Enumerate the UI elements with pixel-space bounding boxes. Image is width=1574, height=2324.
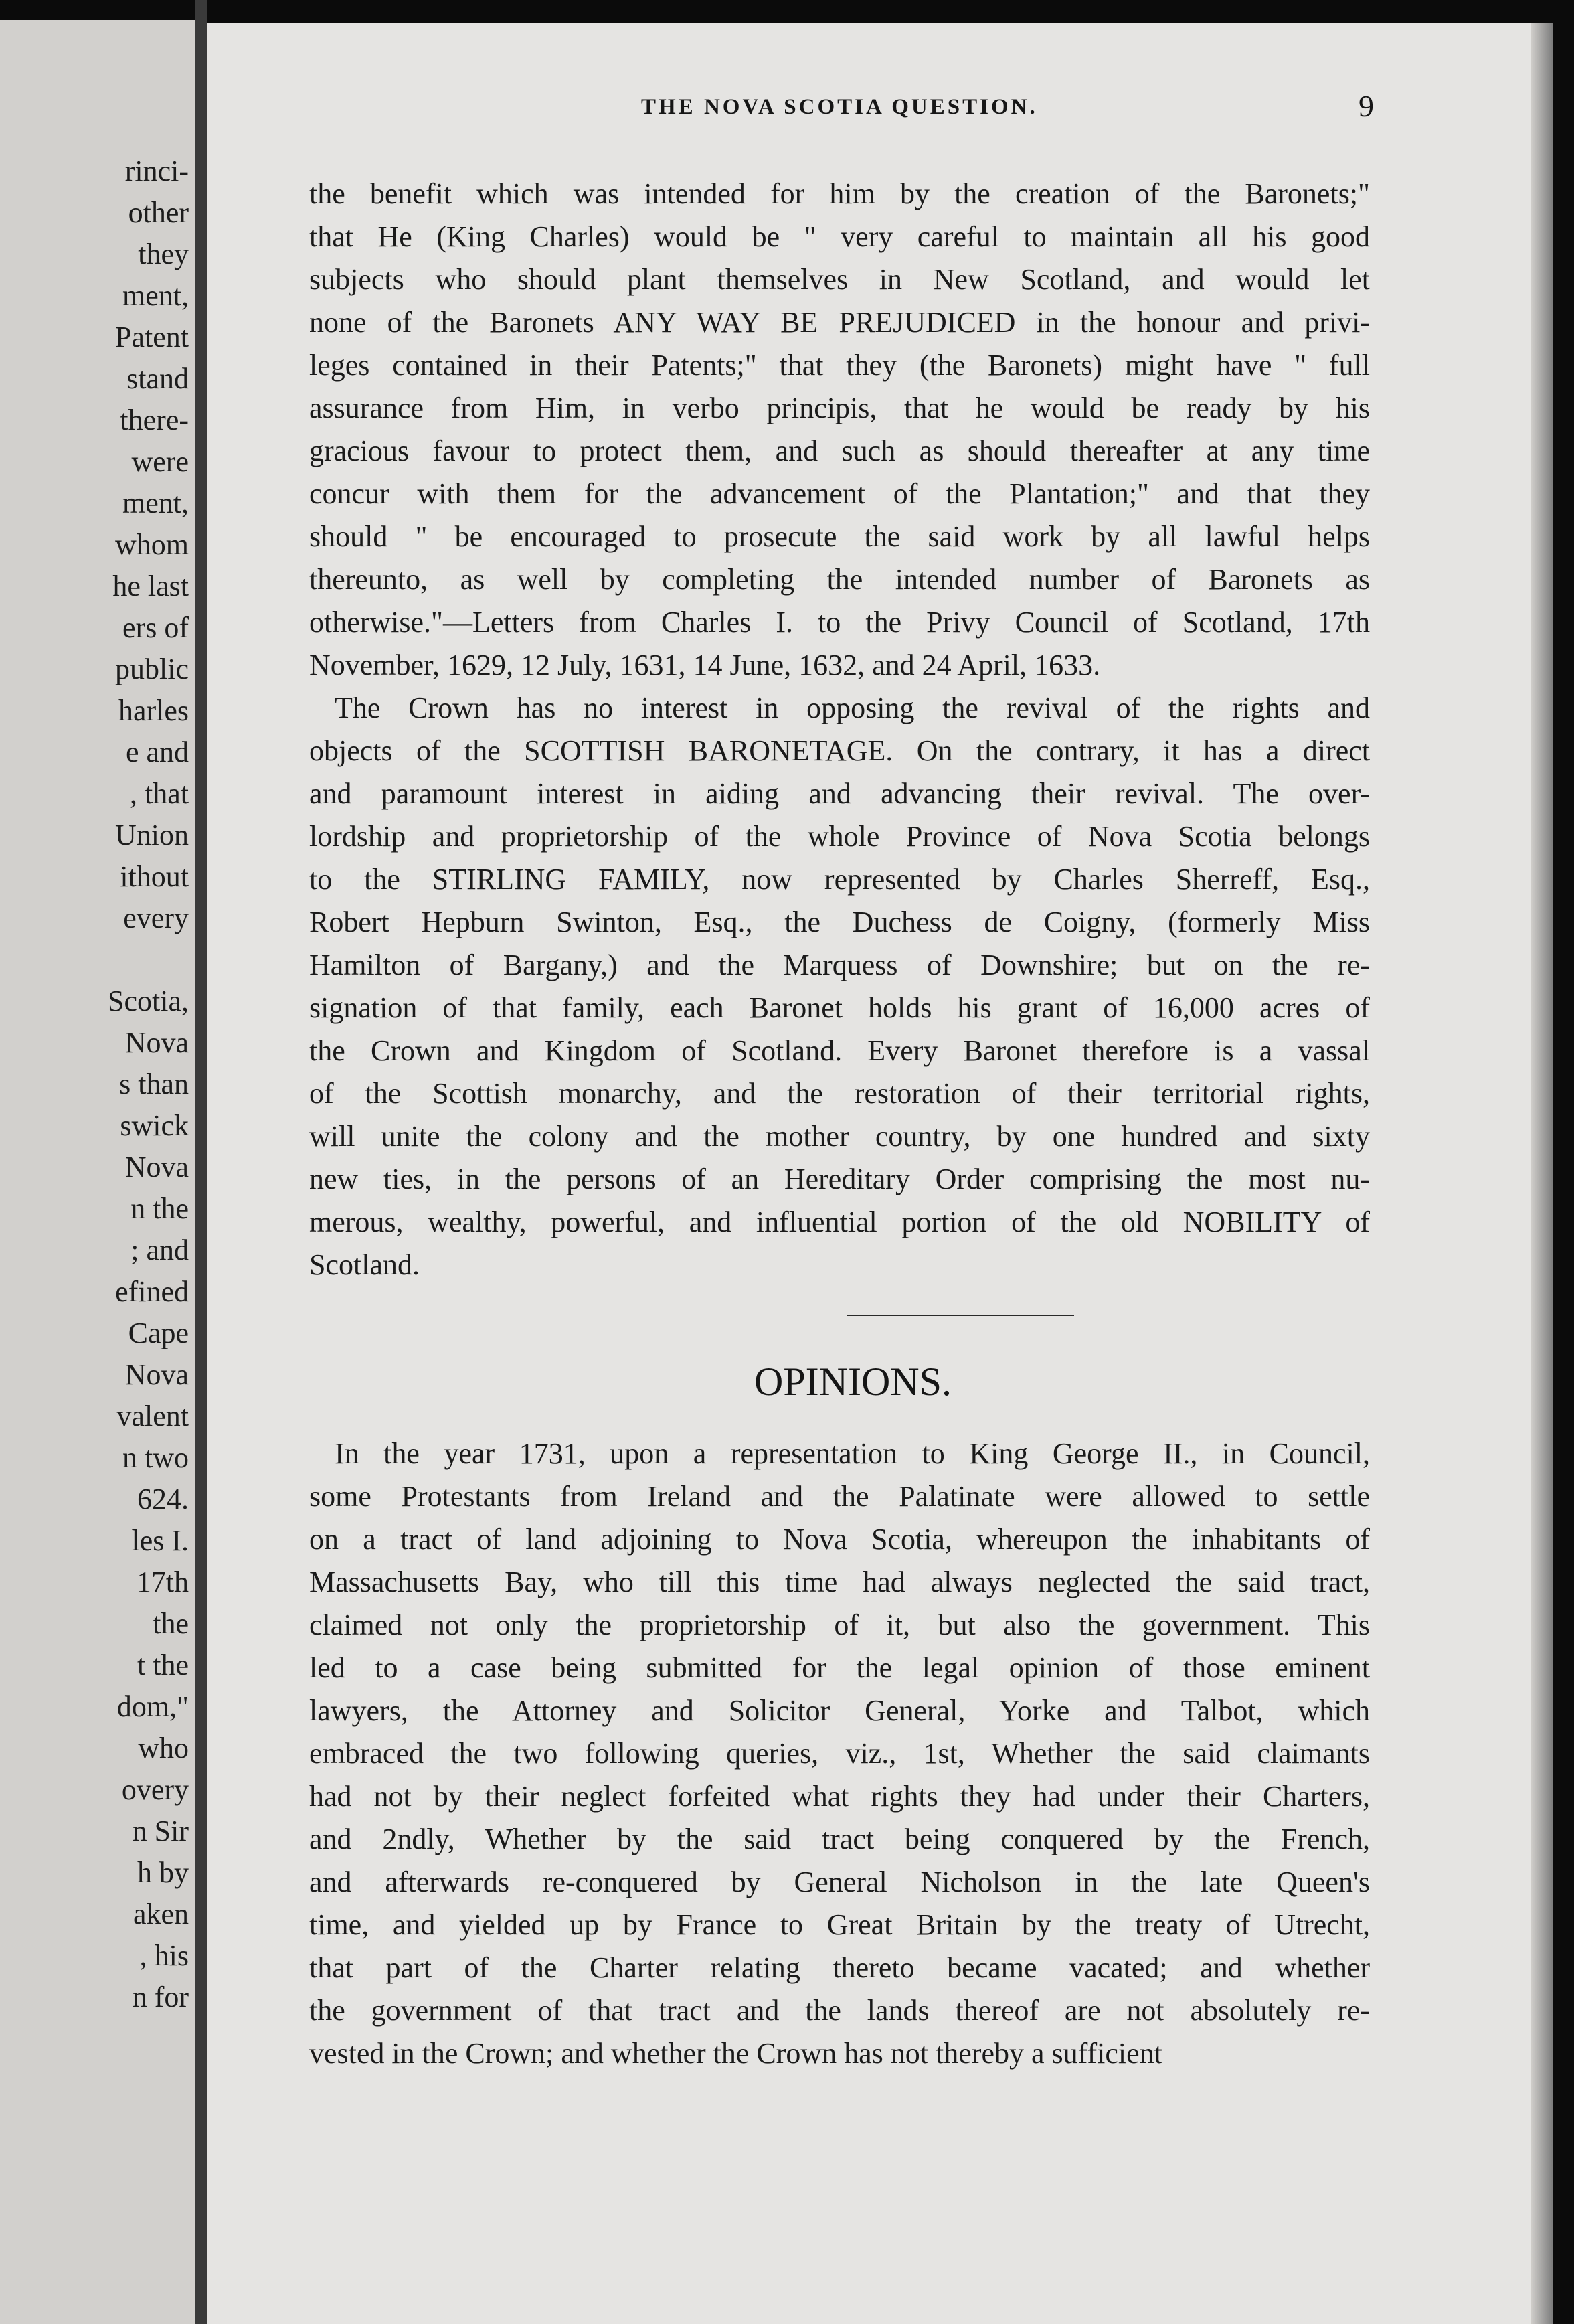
left-page-fragment: 624. [137, 1483, 189, 1515]
text-line: none of the Baronets ANY WAY BE PREJUDICED in the honour and privi- [309, 306, 1370, 339]
crown-paragraph [309, 687, 1370, 1286]
text-line: lordship and proprietorship of the whole Province of Nova Scotia belongs [309, 820, 1370, 853]
text-line: some Protestants from Ireland and the Palatinate were allowed to settle [309, 1480, 1370, 1513]
text-line: merous, wealthy, powerful, and influential portion of the old NOBILITY of [309, 1206, 1370, 1238]
left-page-fragment: other [128, 196, 189, 229]
text-line: time, and yielded up by France to Great Britain by the treaty of Utrecht, [309, 1908, 1370, 1941]
left-page-fragment: n two [122, 1441, 189, 1474]
left-page-fragment: every [123, 902, 189, 934]
left-page-fragment: were [131, 445, 189, 478]
text-line: and 2ndly, Whether by the said tract being conquered by the French, [309, 1823, 1370, 1855]
text-line: and afterwards re-conquered by General Nicholson in the late Queen's [309, 1865, 1370, 1898]
left-page-fragment: harles [118, 694, 189, 727]
text-line: subjects who should plant themselves in New Scotland, and would let [309, 263, 1370, 296]
left-page-fragment: ment, [122, 487, 189, 519]
text-line: Massachusetts Bay, who till this time had always neglected the said tract, [309, 1566, 1370, 1598]
left-page-fragment: there- [120, 404, 189, 436]
left-page-fragment: efined [115, 1275, 189, 1308]
left-page-fragment: the [153, 1607, 189, 1640]
text-line: The Crown has no interest in opposing the revival of the rights and [335, 691, 1370, 724]
left-page-fragment: , that [130, 777, 189, 810]
left-page-fragment: ers of [122, 611, 189, 644]
text-line: thereunto, as well by completing the intended number of Baronets as [309, 563, 1370, 596]
left-page-fragment: he last [112, 570, 189, 602]
text-line: signation of that family, each Baronet holds his grant of 16,000 acres of [309, 991, 1370, 1024]
text-line: vested in the Crown; and whether the Crown has not thereby a sufficient [309, 2037, 1162, 2070]
left-page-fragment: whom [115, 528, 189, 561]
left-page-fragment: e and [125, 736, 189, 768]
text-line: to the STIRLING FAMILY, now represented by Charles Sherreff, Esq., [309, 863, 1370, 896]
left-page-fragment: Cape [128, 1317, 189, 1349]
text-line: claimed not only the proprietorship of it, but also the government. This [309, 1608, 1370, 1641]
left-page-fragment: les I. [131, 1524, 189, 1557]
page-edge-shadow [1531, 23, 1553, 2324]
text-line: of the Scottish monarchy, and the restoration of their territorial rights, [309, 1077, 1370, 1110]
left-page-fragment: ; and [130, 1234, 189, 1266]
left-page-fragment: n the [130, 1192, 189, 1225]
text-line: the government of that tract and the lands thereof are not absolutely re- [309, 1994, 1370, 2027]
left-page-fragment: Union [115, 819, 189, 851]
text-line: In the year 1731, upon a representation to King George II., in Council, [335, 1437, 1370, 1470]
text-line: gracious favour to protect them, and such as should thereafter at any time [309, 434, 1370, 467]
left-page-fragment: dom," [116, 1690, 189, 1723]
text-line: assurance from Him, in verbo principis, that he would be ready by his [309, 392, 1370, 424]
text-line: embraced the two following queries, viz., 1st, Whether the said claimants [309, 1737, 1370, 1770]
book-page [207, 23, 1553, 2324]
left-page-fragment: rinci- [124, 155, 189, 187]
left-page-fragment: Patent [115, 321, 189, 353]
text-line: otherwise."—Letters from Charles I. to the Privy Council of Scotland, 17th [309, 606, 1370, 639]
text-line: objects of the SCOTTISH BARONETAGE. On the contrary, it has a direct [309, 734, 1370, 767]
text-line: November, 1629, 12 July, 1631, 14 June, 1632, and 24 April, 1633. [309, 649, 1101, 681]
left-page-fragment: stand [126, 362, 189, 395]
left-page-fragment: ment, [122, 279, 189, 312]
text-line: on a tract of land adjoining to Nova Scotia, whereupon the inhabitants of [309, 1523, 1370, 1556]
text-line: and paramount interest in aiding and advancing their revival. The over- [309, 777, 1370, 810]
text-line: that He (King Charles) would be " very careful to maintain all his good [309, 220, 1370, 253]
opinions-paragraph [309, 1432, 1370, 2075]
left-page-fragment: , his [139, 1939, 189, 1972]
text-line: had not by their neglect forfeited what rights they had under their Charters, [309, 1780, 1370, 1813]
text-line: should " be encouraged to prosecute the said work by all lawful helps [309, 520, 1370, 553]
text-line: new ties, in the persons of an Hereditary Order comprising the most nu- [309, 1163, 1370, 1195]
text-line: Scotland. [309, 1248, 420, 1281]
text-line: led to a case being submitted for the legal opinion of those eminent [309, 1651, 1370, 1684]
text-line: lawyers, the Attorney and Solicitor General, Yorke and Talbot, which [309, 1694, 1370, 1727]
left-page-fragment: n Sir [132, 1815, 189, 1847]
left-page-fragment: valent [116, 1400, 189, 1432]
left-page-fragment: Nova [124, 1151, 189, 1183]
text-line: leges contained in their Patents;" that they (the Baronets) might have " full [309, 349, 1370, 382]
left-page-fragment: Nova [124, 1358, 189, 1391]
left-page-fragment: Scotia, [108, 985, 189, 1017]
left-page-fragment: public [115, 653, 189, 685]
left-facing-page [0, 20, 195, 2324]
text-line: Hamilton of Bargany,) and the Marquess of Downshire; but on the re- [309, 948, 1370, 981]
page-number: 9 [1359, 89, 1374, 123]
left-page-fragment: swick [120, 1109, 189, 1142]
section-divider [847, 1315, 1074, 1316]
page-body [309, 173, 1370, 2075]
left-page-fragment: s than [119, 1068, 189, 1100]
text-line: will unite the colony and the mother country, by one hundred and sixty [309, 1120, 1370, 1153]
running-head: THE NOVA SCOTIA QUESTION. [641, 95, 1038, 119]
text-line: the benefit which was intended for him by the creation of the Baronets;" [309, 177, 1370, 210]
book-gutter [195, 0, 207, 2324]
text-line: concur with them for the advancement of the Plantation;" and that they [309, 477, 1370, 510]
left-page-fragment: Nova [124, 1026, 189, 1059]
quote-paragraph [309, 173, 1370, 687]
left-page-fragment: t the [137, 1649, 189, 1681]
left-page-fragment: they [138, 238, 189, 270]
section-heading: OPINIONS. [754, 1359, 952, 1404]
page-header [207, 89, 1539, 135]
text-line: Robert Hepburn Swinton, Esq., the Duchess de Coigny, (formerly Miss [309, 906, 1370, 938]
left-page-fragment: n for [132, 1981, 189, 2013]
text-line: that part of the Charter relating thereto became vacated; and whether [309, 1951, 1370, 1984]
left-page-fragment: 17th [136, 1566, 189, 1598]
left-page-fragment: h by [137, 1856, 189, 1889]
left-page-fragment: aken [133, 1898, 189, 1930]
left-page-fragment: overy [121, 1773, 189, 1806]
left-page-fragment: ithout [120, 860, 189, 893]
left-page-fragment: who [138, 1732, 189, 1764]
text-line: the Crown and Kingdom of Scotland. Every Baronet therefore is a vassal [309, 1034, 1370, 1067]
